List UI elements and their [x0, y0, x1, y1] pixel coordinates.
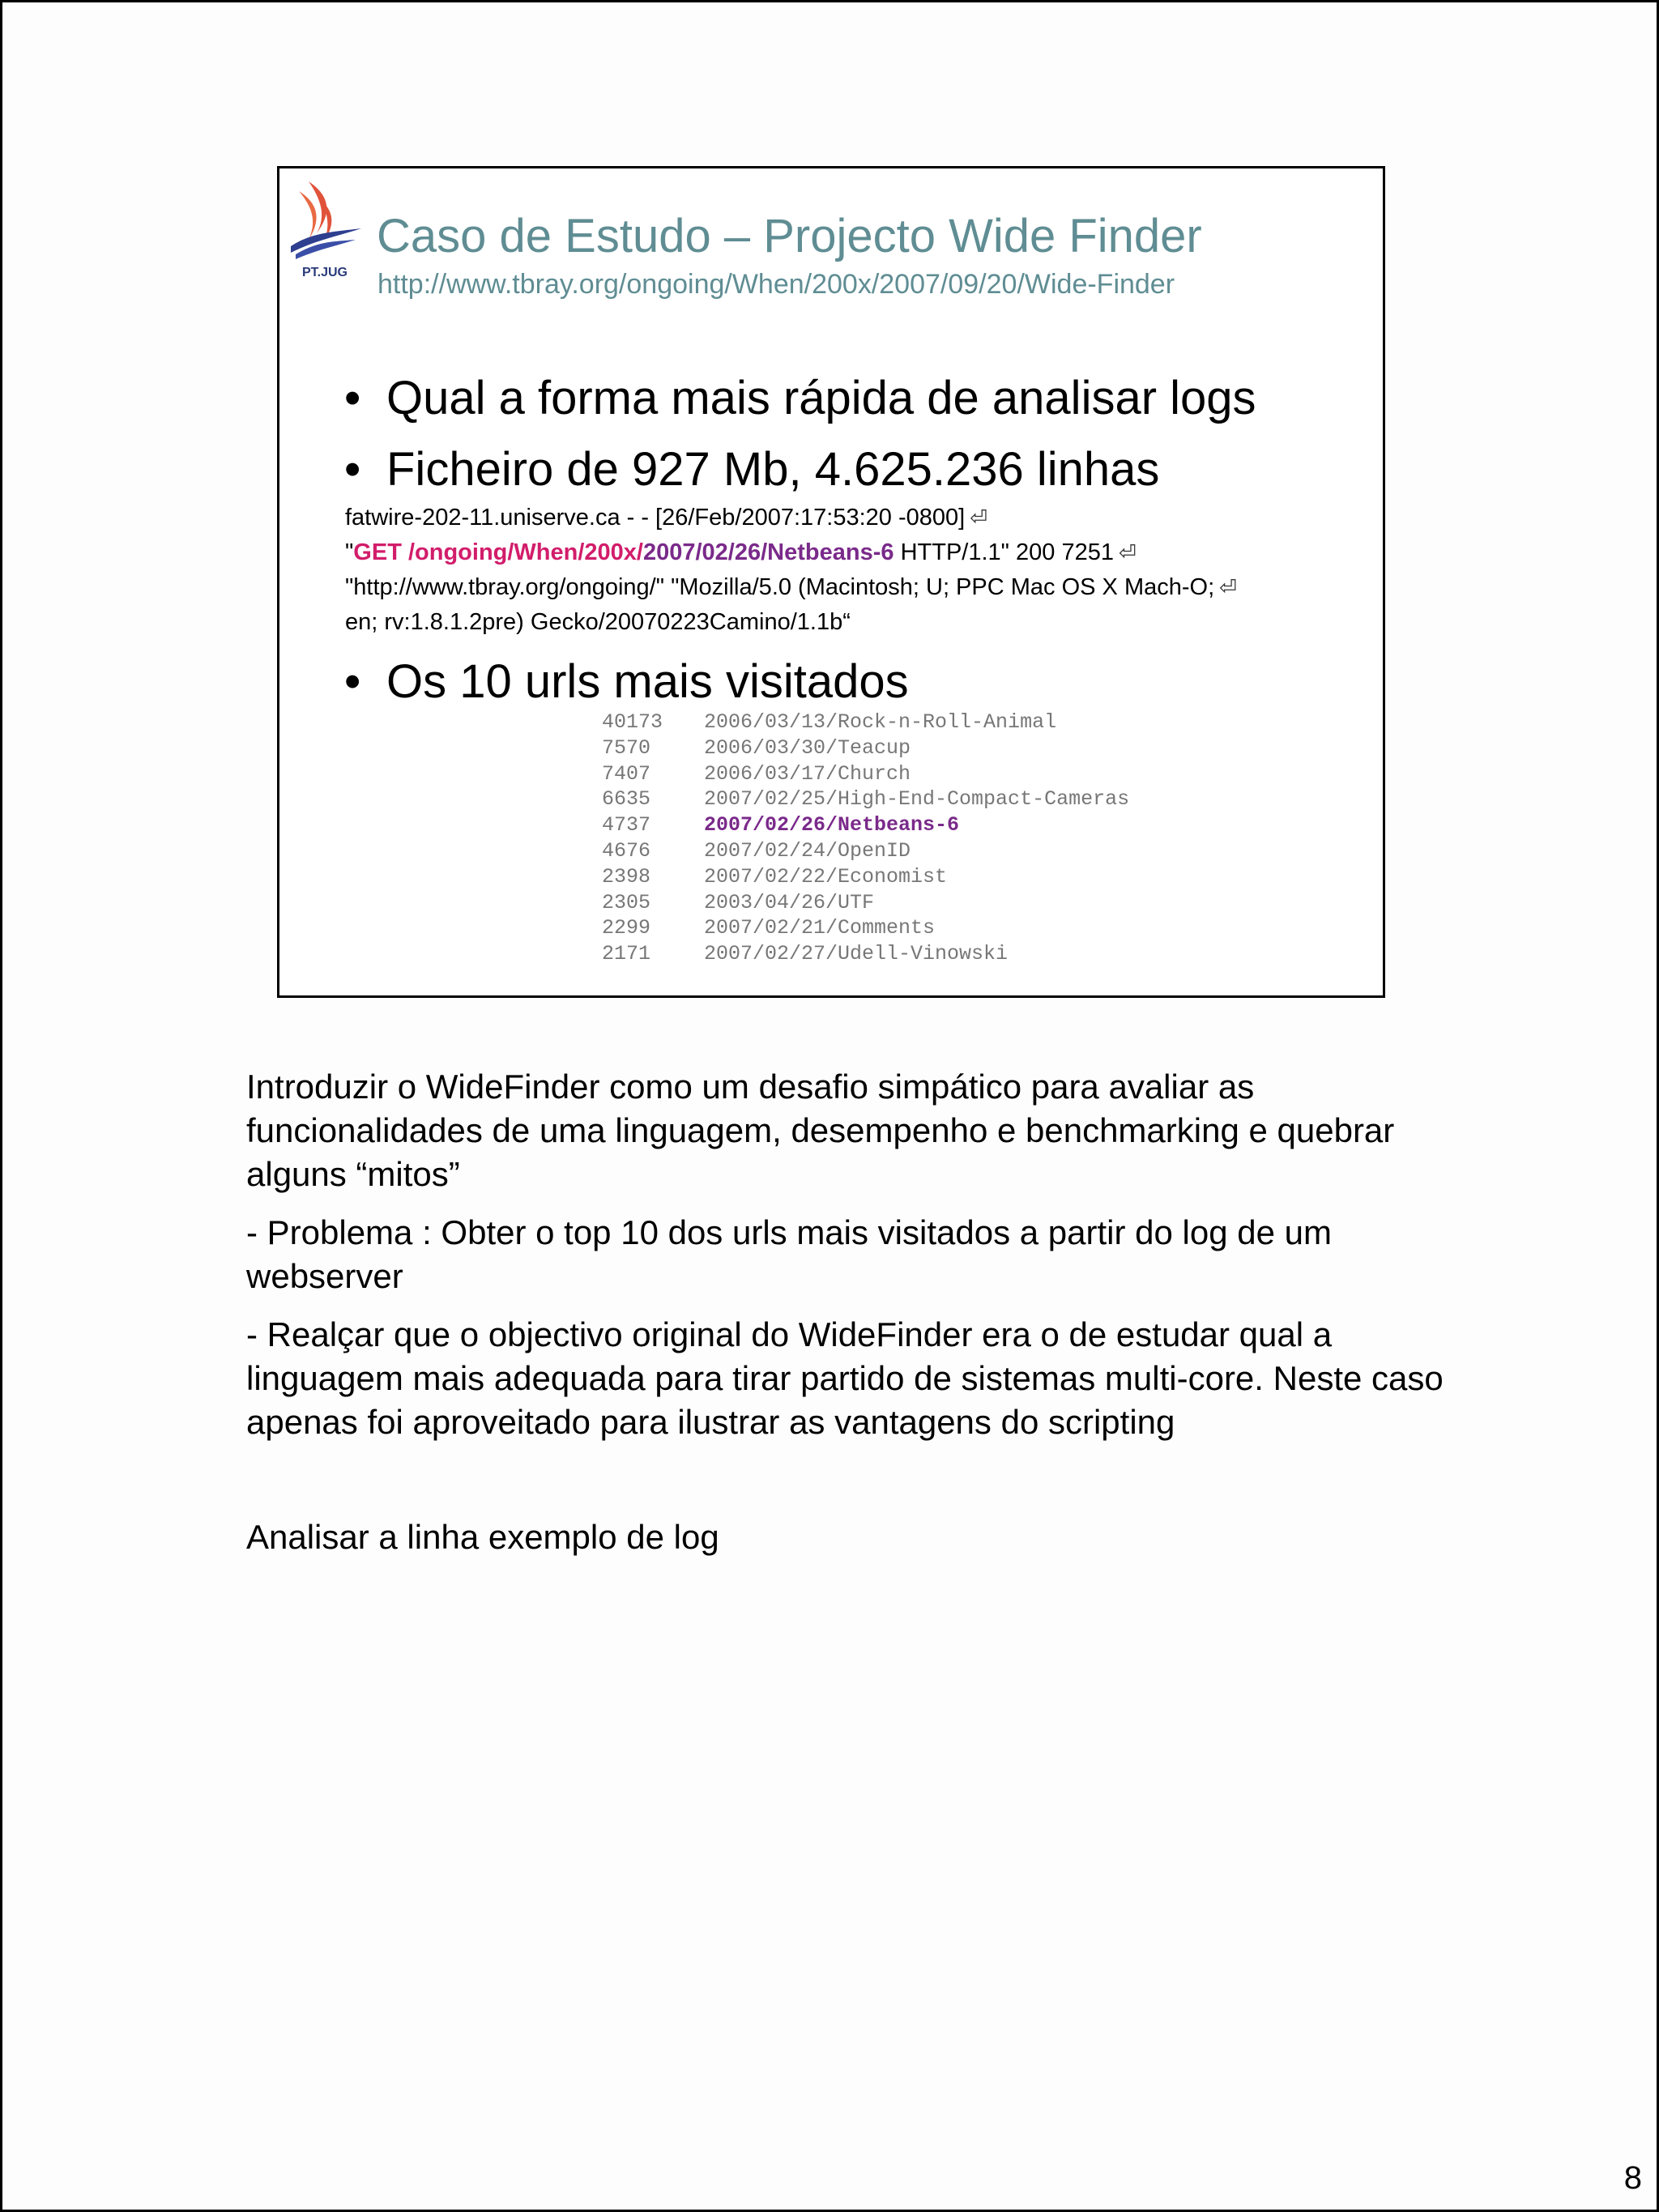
- log-text: fatwire-202-11.uniserve.ca - - [26/Feb/2007:17:53:20 -0800]: [345, 505, 966, 531]
- notes-paragraph-objective: - Realçar que o objectivo original do WideFinder era o de estudar qual a linguagem mais adequada para tirar partido de sistemas multi-core. Neste caso apenas foi aproveitado para ilustrar as vantagens do scripting: [246, 1315, 1444, 1441]
- flame-logo-icon: [284, 175, 365, 264]
- url-path: 2007/02/22/Economist: [704, 864, 948, 889]
- bullet-2: [344, 442, 1159, 497]
- log-get-path: 2007/02/26/Netbeans-6: [642, 539, 894, 565]
- slide-thumbnail: [277, 166, 1385, 998]
- url-path: 2006/03/13/Rock-n-Roll-Animal: [704, 710, 1057, 734]
- url-path: 2006/03/17/Church: [704, 761, 911, 786]
- log-line-3: [345, 574, 1237, 601]
- list-item: [602, 864, 1129, 890]
- url-count: 2299: [602, 916, 651, 940]
- list-item: [602, 786, 1129, 812]
- log-line-1: [345, 505, 987, 531]
- url-count: 4676: [602, 838, 651, 863]
- page-number: 8: [1623, 2160, 1642, 2196]
- log-quote: ": [345, 539, 354, 565]
- url-count: 4737: [602, 813, 651, 837]
- url-count: 2305: [602, 890, 651, 914]
- url-path: 2003/04/26/UTF: [704, 890, 875, 914]
- list-item-highlighted: [602, 812, 1129, 838]
- url-count: 7570: [602, 735, 651, 760]
- line-wrap-icon: ⏎: [970, 505, 987, 530]
- notes-paragraph-intro: Introduzir o WideFinder como um desafio simpático para avaliar as funcionalidades de uma linguagem, desempenho e benchmarking e quebrar alguns “mitos”: [246, 1068, 1395, 1193]
- bullet-1: [344, 371, 1256, 425]
- log-text: "http://www.tbray.org/ongoing/" "Mozilla/5.0 (Macintosh; U; PPC Mac OS X Mach-O;: [345, 574, 1215, 600]
- line-wrap-icon: ⏎: [1219, 575, 1237, 599]
- url-path: 2007/02/27/Udell-Vinowski: [704, 942, 1009, 966]
- list-item: [602, 941, 1129, 967]
- log-get-request: GET /ongoing/When/200x/: [353, 539, 643, 565]
- log-line-2: [345, 539, 1137, 566]
- slide-title: Caso de Estudo – Projecto Wide Finder: [377, 210, 1202, 262]
- url-path: 2006/03/30/Teacup: [704, 735, 911, 760]
- ptjug-logo: [284, 175, 365, 280]
- bullet-text: Ficheiro de 927 Mb, 4.625.236 linhas: [386, 443, 1160, 496]
- bullet-dot-icon: •: [344, 655, 361, 708]
- list-item: [602, 761, 1129, 787]
- list-item: [602, 710, 1129, 735]
- list-item: [602, 890, 1129, 916]
- url-path: 2007/02/26/Netbeans-6: [704, 813, 960, 837]
- top-urls-list: [602, 710, 1129, 967]
- speaker-notes: [246, 1065, 1445, 1574]
- list-item: [602, 735, 1129, 761]
- log-line-4: [345, 609, 851, 636]
- url-count: 2171: [602, 942, 651, 966]
- log-text: en; rv:1.8.1.2pre) Gecko/20070223Camino/1.1b“: [345, 609, 851, 635]
- notes-paragraph-problem: - Problema : Obter o top 10 dos urls mais visitados a partir do log de um webserver: [246, 1213, 1332, 1295]
- logo-label: PT.JUG: [301, 266, 348, 279]
- bullet-text: Qual a forma mais rápida de analisar logs: [386, 372, 1256, 424]
- bullet-dot-icon: •: [344, 372, 361, 424]
- url-path: 2007/02/24/OpenID: [704, 838, 911, 863]
- line-wrap-icon: ⏎: [1118, 540, 1137, 565]
- bullet-text: Os 10 urls mais visitados: [386, 655, 909, 708]
- url-count: 6635: [602, 787, 651, 812]
- url-count: 40173: [602, 710, 663, 734]
- notes-paragraph-analyse: Analisar a linha exemplo de log: [246, 1518, 719, 1556]
- list-item: [602, 838, 1129, 864]
- bullet-3: [344, 654, 909, 709]
- bullet-dot-icon: •: [344, 443, 361, 496]
- log-text: HTTP/1.1" 200 7251: [893, 539, 1114, 565]
- slide-subtitle-url: http://www.tbray.org/ongoing/When/200x/2007/09/20/Wide-Finder: [377, 269, 1175, 300]
- url-count: 7407: [602, 761, 651, 786]
- url-path: 2007/02/21/Comments: [704, 916, 936, 940]
- url-path: 2007/02/25/High-End-Compact-Cameras: [704, 787, 1130, 812]
- url-count: 2398: [602, 864, 651, 889]
- list-item: [602, 915, 1129, 941]
